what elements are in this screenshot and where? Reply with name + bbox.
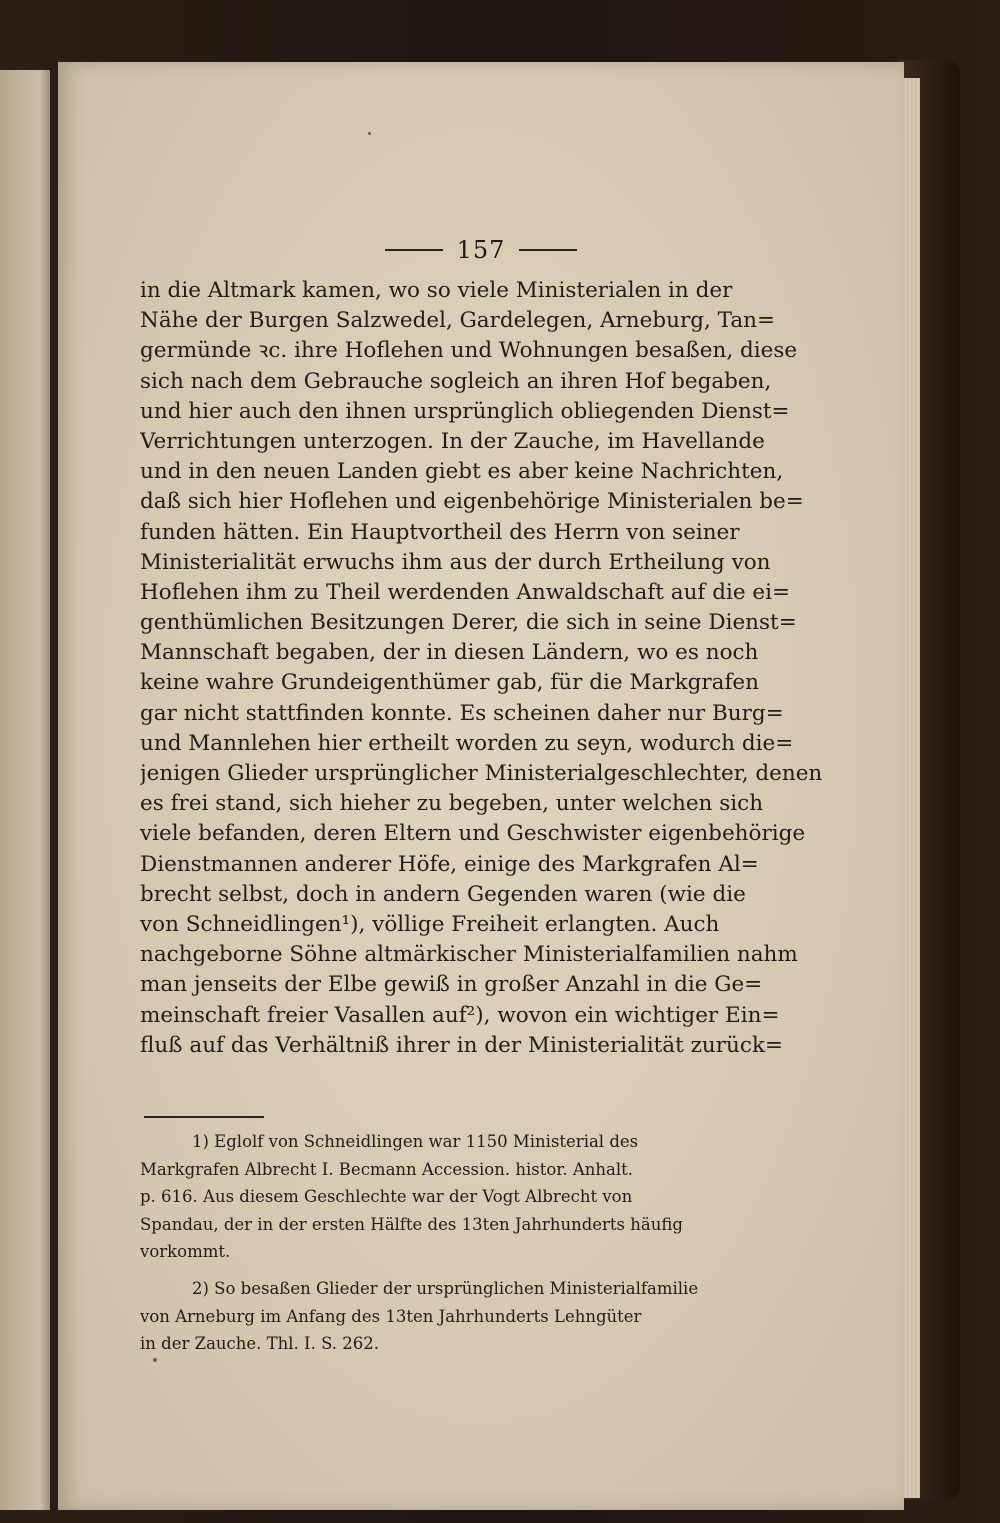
text-line: und in den neuen Landen giebt es aber keine Nachrichten, [140, 459, 784, 485]
text-line: funden hätten. Ein Hauptvortheil des Herrn von seiner [140, 519, 740, 545]
text-line: daß sich hier Hoflehen und eigenbehörige Ministerialen be= [140, 489, 804, 515]
footnote-1-line: vorkommt. [140, 1242, 231, 1262]
text-line: gar nicht stattfinden konnte. Es scheinen daher nur Burg= [140, 700, 784, 726]
text-line: brecht selbst, doch in andern Gegenden waren (wie die [140, 881, 746, 907]
text-line: Ministerialität erwuchs ihm aus der durch Ertheilung von [140, 549, 771, 575]
header-rule-right [519, 249, 577, 251]
footnote-2-line: von Arneburg im Anfang des 13ten Jahrhunderts Lehngüter [140, 1306, 642, 1326]
text-line: Verrichtungen unterzogen. In der Zauche, im Havellande [140, 428, 765, 454]
text-line: Mannschaft begaben, der in diesen Ländern, wo es noch [140, 640, 759, 666]
text-line: germünde ꝛc. ihre Hoflehen und Wohnungen besaßen, diese [140, 338, 798, 364]
footnote-1-line: Spandau, der in der ersten Hälfte des 13ten Jahrhunderts häufig [140, 1214, 683, 1234]
text-line: von Schneidlingen¹), völlige Freiheit erlangten. Auch [140, 911, 720, 937]
text-line: viele befanden, deren Eltern und Geschwister eigenbehörige [140, 821, 806, 847]
body-text [140, 276, 830, 1061]
text-line: und hier auch den ihnen ursprünglich obliegenden Dienst= [140, 398, 790, 424]
footnote-separator [144, 1116, 264, 1118]
text-line: Nähe der Burgen Salzwedel, Gardelegen, Arneburg, Tan= [140, 308, 776, 334]
footnote-1-line: Markgrafen Albrecht I. Becmann Accession. histor. Anhalt. [140, 1159, 634, 1179]
text-line: man jenseits der Elbe gewiß in großer Anzahl in die Ge= [140, 972, 763, 998]
footnote-1-line: p. 616. Aus diesem Geschlechte war der Vogt Albrecht von [140, 1187, 633, 1207]
page-header [58, 228, 904, 272]
text-line: fluß auf das Verhältniß ihrer in der Ministerialität zurück= [140, 1032, 783, 1058]
text-line: und Mannlehen hier ertheilt worden zu seyn, wodurch die= [140, 730, 794, 756]
text-line: keine wahre Grundeigenthümer gab, für die Markgrafen [140, 670, 759, 696]
paper-speck [153, 1358, 157, 1362]
text-line: genthümlichen Besitzungen Derer, die sich in seine Dienst= [140, 610, 797, 636]
facing-page-edge [0, 70, 50, 1510]
text-line: jenigen Glieder ursprünglicher Ministerialgeschlechter, denen [140, 761, 823, 786]
text-line: Dienstmannen anderer Höfe, einige des Markgrafen Al= [140, 851, 759, 877]
text-line: nachgeborne Söhne altmärkischer Ministerialfamilien nahm [140, 942, 798, 968]
footnote-1-line: 1) Eglolf von Schneidlingen war 1150 Ministerial des [192, 1132, 639, 1151]
footnote-2-line: in der Zauche. Thl. I. S. 262. [140, 1334, 380, 1354]
paper-speck [368, 132, 371, 135]
footnote-2-line: 2) So besaßen Glieder der ursprünglichen Ministerialfamilie [192, 1278, 699, 1298]
book-page [58, 62, 904, 1510]
page-number: 157 [456, 236, 506, 264]
text-line: in die Altmark kamen, wo so viele Ministerialen in der [140, 278, 733, 303]
text-line: sich nach dem Gebrauche sogleich an ihren Hof begaben, [140, 368, 772, 394]
text-line: es frei stand, sich hieher zu begeben, unter welchen sich [140, 791, 764, 817]
header-rule-left [385, 249, 443, 251]
text-line: meinschaft freier Vasallen auf²), wovon ein wichtiger Ein= [140, 1002, 780, 1028]
footnotes [140, 1128, 830, 1358]
text-line: Hoflehen ihm zu Theil werdenden Anwaldschaft auf die ei= [140, 579, 791, 605]
